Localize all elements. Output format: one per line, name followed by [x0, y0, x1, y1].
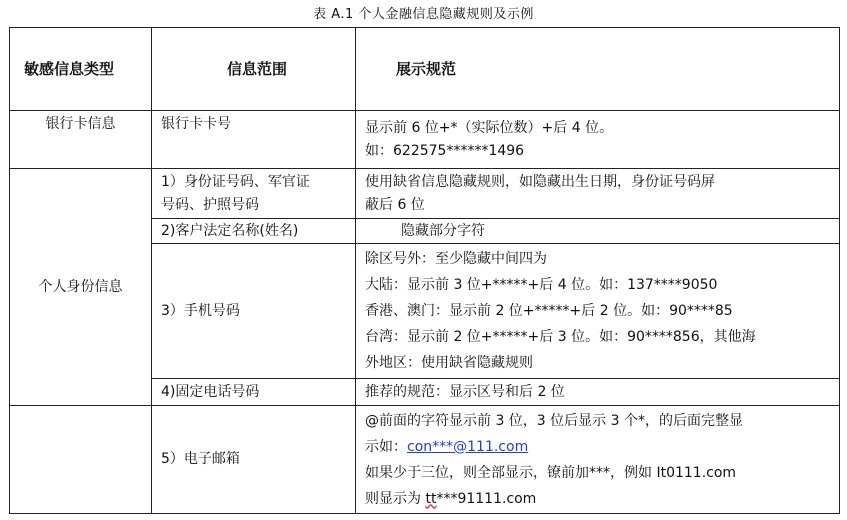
- rule-email-line: [365, 486, 839, 512]
- scope-name: 2)客户法定名称(姓名): [161, 222, 299, 239]
- rule-landline-cell: [356, 379, 840, 406]
- rule-phone-line: 外地区：使用缺省隐藏规则: [365, 355, 533, 371]
- rule-bank-line: 显示前 6 位+*（实际位数）+后 4 位。: [365, 119, 614, 136]
- rule-email-line: @前面的字符显示前 3 位，3 位后显示 3 个*，的后面完整显: [365, 412, 743, 429]
- spellcheck-mark: tt: [425, 490, 437, 507]
- rule-email-suffix: ***91111.com: [436, 490, 537, 507]
- scope-id-cell: [152, 169, 356, 219]
- scope-id-line: 号码、护照号码: [161, 196, 259, 213]
- table-row: [10, 406, 840, 514]
- rule-phone-cell: [356, 244, 840, 379]
- rule-phone-line: 台湾：显示前 2 位+*****+后 3 位。如：90****856，其他海: [365, 329, 756, 345]
- rule-email-prefix: 示如：: [365, 438, 407, 455]
- scope-phone: 3）手机号码: [161, 302, 240, 319]
- type-email-cell: [10, 406, 152, 514]
- rule-email-prefix: 则显示为: [365, 490, 426, 507]
- rule-phone-line: 香港、澳门：显示前 2 位+*****+后 2 位。如：90****85: [365, 303, 733, 319]
- rule-email-cell: [356, 406, 840, 514]
- scope-id-line: 1）身份证号码、军官证: [161, 173, 310, 190]
- type-bank: 银行卡信息: [45, 116, 116, 132]
- rule-name-cell: [356, 219, 840, 244]
- rule-email-line: 如果少于三位，则全部显示，镣前加***，例如 It0111.com: [365, 464, 737, 481]
- scope-email-cell: [152, 406, 356, 514]
- scope-phone-cell: [152, 244, 356, 379]
- type-bank-cell: [10, 111, 152, 169]
- rule-id-line: 蔽后 6 位: [365, 196, 425, 213]
- table-caption: 表 A.1 个人金融信息隐藏规则及示例: [313, 7, 534, 22]
- rule-phone-line: 大陆：显示前 3 位+*****+后 4 位。如：137****9050: [365, 277, 718, 293]
- rule-bank-cell: [356, 111, 840, 169]
- header-rule: 展示规范: [356, 28, 840, 111]
- header-type: 敏感信息类型: [10, 28, 152, 111]
- rule-landline: 推荐的规范：显示区号和后 2 位: [365, 383, 565, 400]
- table-row: [10, 111, 840, 169]
- rule-id-line: 使用缺省信息隐藏规则，如隐藏出生日期，身份证号码屏: [365, 173, 715, 190]
- scope-bank: 银行卡卡号: [161, 116, 231, 132]
- rule-bank-line: 如：622575******1496: [365, 142, 525, 159]
- rule-id-cell: [356, 169, 840, 219]
- masking-rules-table: [9, 27, 840, 514]
- header-row: [10, 28, 840, 111]
- type-identity: 个人身份信息: [38, 278, 123, 295]
- scope-landline-cell: [152, 379, 356, 406]
- scope-landline: 4)固定电话号码: [161, 383, 260, 400]
- scope-bank-cell: [152, 111, 356, 169]
- table-row: [10, 169, 840, 219]
- rule-email-line: [365, 434, 839, 460]
- type-identity-cell: [10, 169, 152, 406]
- rule-name: 隐藏部分字符: [401, 222, 485, 239]
- scope-name-cell: [152, 219, 356, 244]
- scope-email: 5）电子邮箱: [161, 451, 240, 467]
- rule-phone-line: 除区号外：至少隐藏中间四为: [365, 251, 547, 267]
- email-example-link[interactable]: con***@111.com: [407, 438, 529, 455]
- header-scope: 信息范围: [152, 28, 356, 111]
